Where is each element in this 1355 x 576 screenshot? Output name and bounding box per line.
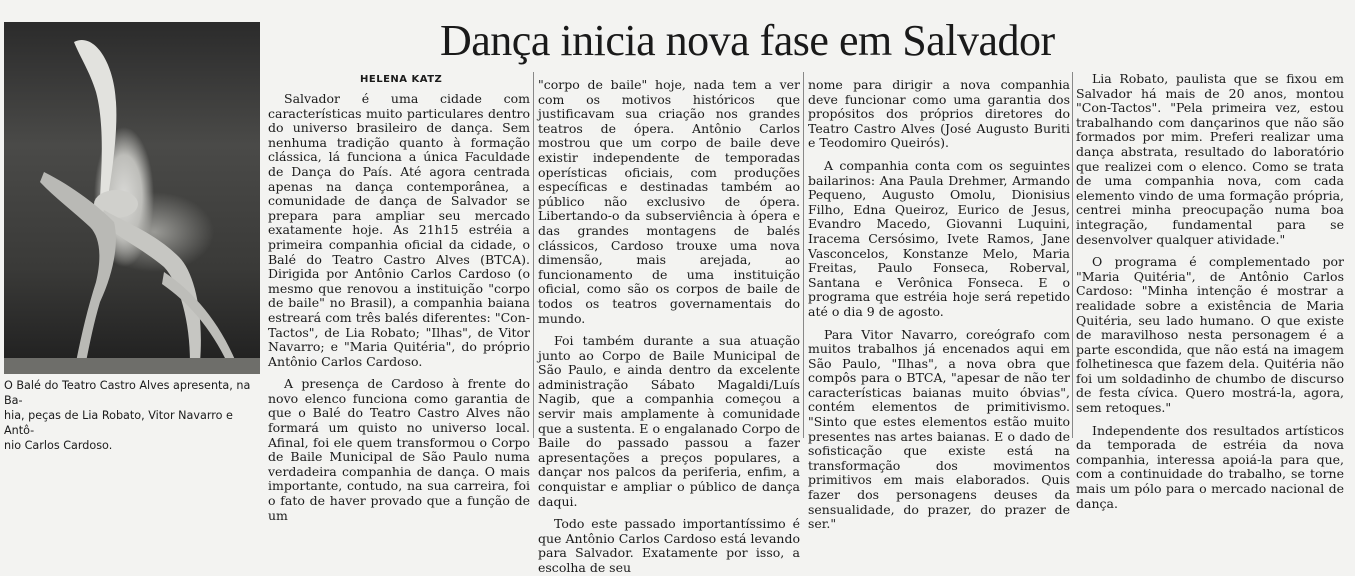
article-column-3 [808, 78, 1070, 532]
paragraph: Todo este passado importantíssimo é que Antônio Carlos Cardoso está levando para Salvador. Exatamente por isso, a escolha de seu [538, 516, 800, 575]
dancer-figure [4, 22, 260, 374]
article-column-2 [538, 78, 800, 576]
article-column-1 [268, 92, 530, 523]
headline: Dança inicia nova fase em Salvador [440, 16, 1055, 65]
paragraph: "corpo de baile" hoje, nada tem a ver com os motivos históricos que justificavam sua criação nos grandes teatros de ópera. Antônio Carlos mostrou que um corpo de baile deve existir independente de temporadas operísticas oficiais, com produções específicas e destinadas também ao público não exclusivo de ópera. Libertando-o da subserviência à ópera e das grandes montagens de balés clássicos, Cardoso trouxe uma nova dimensão, mais arejada, ao funcionamento de uma instituição oficial, como são os corpos de baile de todos os teatros governamentais do mundo. [538, 77, 800, 326]
paragraph: nome para dirigir a nova companhia deve funcionar como uma garantia dos propósitos dos próprios diretores do Teatro Castro Alves (José Augusto Buriti e Teodomiro Queirós). [808, 77, 1070, 151]
paragraph: Lia Robato, paulista que se fixou em Salvador há mais de 20 anos, montou "Con-Tactos". "Pela primeira vez, estou trabalhando com dançarinos que não são formados por mim. Preferi realizar uma dança abstrata, resultado do laboratório que realizei com o elenco. Como se trata de uma companhia nova, com cada elemento vindo de uma formação própria, centrei minha preocupação numa boa integração, fundamental para se desenvolver qualquer atividade." [1076, 71, 1344, 247]
dancer-photo [4, 22, 260, 374]
article-column-4 [1076, 72, 1344, 511]
column-rule [803, 72, 804, 438]
paragraph: Salvador é uma cidade com características muito particulares dentro do universo brasileiro de dança. Sem nenhuma tradição quanto à formação clássica, lá funciona a única Faculdade de Dança do País. Até agora centrada apenas na dança contemporânea, a comunidade de dança de Salvador se prepara para ampliar seu mercado exatamente hoje. As 21h15 estréia a primeira companhia oficial da cidade, o Balé do Teatro Castro Alves (BTCA). Dirigida por Antônio Carlos Cardoso (o mesmo que renovou a instituição "corpo de baile" no Brasil), a companhia baiana estreará com três balés diferentes: "Con-Tactos", de Lia Robato; "Ilhas", de Vitor Navarro; e "Maria Quitéria", do próprio Antônio Carlos Cardoso. [268, 91, 530, 369]
paragraph: A presença de Cardoso à frente do novo elenco funciona como garantia de que o Balé do Teatro Castro Alves não formará um quisto no universo local. Afinal, foi ele quem transformou o Corpo de Baile Municipal de São Paulo numa verdadeira companhia de dança. O mais importante, contudo, na sua carreira, foi o fato de haver provado que a função de um [268, 376, 530, 523]
paragraph: Foi também durante a sua atuação junto ao Corpo de Baile Municipal de São Paulo, e ainda dentro da excelente administração Sábato Magaldi/Luís Nagib, que a companhia começou a servir mais amplamente à comunidade que a sustenta. E o engalanado Corpo de Baile do passado passou a fazer apresentações a preços populares, a dançar nos palcos da periferia, enfim, a conquistar e ampliar o público de dança daqui. [538, 333, 800, 509]
column-rule [1072, 72, 1073, 438]
paragraph: Independente dos resultados artísticos da temporada de estréia da nova companhia, interessa apoiá-la para que, com a continuidade do trabalho, se torne mais um pólo para o mercado nacional de dança. [1076, 422, 1344, 511]
paragraph: O programa é complementado por "Maria Quitéria", de Antônio Carlos Cardoso: "Minha intenção é mostrar a realidade sobre a existência de Maria Quitéria, seu lado humano. O que existe de maravilhoso nesta personagem é a parte escondida, que não está na imagem folhetinesca que fazem dela. Quitéria não foi um soldadinho de chumbo de discurso de festa cívica. Quero mostrá-la, agora, sem retoques." [1076, 254, 1344, 416]
photo-caption: O Balé do Teatro Castro Alves apresenta, na Ba- hia, peças de Lia Robato, Vitor Navarro e Antô- nio Carlos Cardoso. [4, 379, 251, 452]
byline: HELENA KATZ [360, 74, 443, 85]
column-rule [533, 72, 534, 438]
paragraph: A companhia conta com os seguintes bailarinos: Ana Paula Drehmer, Armando Pequeno, Augusto Omolu, Dionisius Filho, Edna Queiroz, Eurico de Jesus, Evandro Macedo, Giovanni Luquini, Iracema Cersósimo, Ivete Ramos, Jane Vasconcelos, Konstanze Melo, Maria Freitas, Paulo Fonseca, Roberval, Santana e Verônica Fonseca. E o programa que estréia hoje será repetido até o dia 9 de agosto. [808, 157, 1070, 319]
paragraph: Para Vitor Navarro, coreógrafo com muitos trabalhos já encenados aqui em São Paulo, "Ilhas", a nova obra que compôs para o BTCA, "apesar de não ter características baianas muito óbvias", contém elementos de primitivismo. "Sinto que estes elementos estão muito presentes nas artes baianas. E o dado de sofisticação que existe está na transformação dos movimentos primitivos em mais elaborados. Quis fazer dos personagens deuses da sensualidade, do prazer, do prazer de ser." [808, 326, 1070, 532]
